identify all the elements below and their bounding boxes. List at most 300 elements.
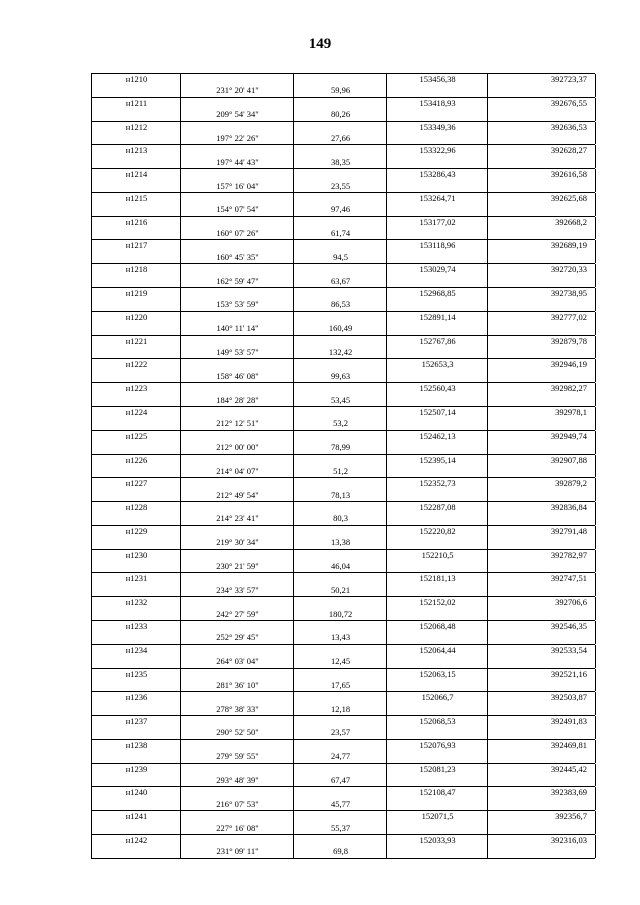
empty-cell [386, 632, 488, 643]
empty-cell [91, 799, 181, 810]
segment-length: 17,65 [293, 680, 387, 691]
point-name: н1242 [91, 835, 181, 846]
table-row-segment [91, 85, 595, 96]
point-y-value: 392777,02 [550, 311, 587, 322]
point-y-coordinate [487, 336, 596, 347]
point-x-coordinate: 153029,74 [386, 264, 488, 275]
segment-length: 38,35 [293, 157, 387, 168]
point-name: н1241 [91, 811, 181, 822]
point-x-coordinate: 152181,13 [386, 573, 488, 584]
empty-cell [91, 846, 181, 857]
point-y-coordinate [487, 787, 596, 798]
empty-cell [487, 609, 596, 620]
segment-length: 80,26 [293, 109, 387, 120]
table-row-segment [91, 823, 595, 834]
table-row-segment [91, 252, 595, 263]
point-y-coordinate [487, 526, 596, 537]
empty-cell [91, 109, 181, 120]
empty-cell [180, 336, 294, 347]
point-y-value: 392949,74 [550, 430, 587, 441]
segment-direction-angle: 160° 45' 35" [180, 252, 294, 263]
segment-length: 80,3 [293, 513, 387, 524]
table-row-segment [91, 418, 595, 429]
table-row-point [91, 335, 595, 347]
empty-cell [293, 645, 387, 656]
segment-direction-angle: 160° 07' 26" [180, 228, 294, 239]
empty-cell [91, 632, 181, 643]
point-x-coordinate: 153322,96 [386, 145, 488, 156]
empty-cell [386, 537, 488, 548]
segment-direction-angle: 149° 53' 57" [180, 347, 294, 358]
empty-cell [180, 288, 294, 299]
empty-cell [487, 680, 596, 691]
point-y-coordinate [487, 359, 596, 370]
segment-direction-angle: 264° 03' 04" [180, 656, 294, 667]
empty-cell [487, 823, 596, 834]
segment-direction-angle: 231° 20' 41" [180, 85, 294, 96]
point-y-value: 392978,1 [555, 406, 587, 417]
empty-cell [386, 109, 488, 120]
segment-direction-angle: 209° 54' 34" [180, 109, 294, 120]
empty-cell [91, 775, 181, 786]
empty-cell [293, 312, 387, 323]
table-row-point [91, 97, 595, 109]
empty-cell [487, 656, 596, 667]
empty-cell [386, 323, 488, 334]
table-row-point [91, 572, 595, 584]
table-row-point [91, 596, 595, 608]
table-row-segment [91, 775, 595, 786]
point-name: н1240 [91, 787, 181, 798]
empty-cell [386, 157, 488, 168]
empty-cell [487, 704, 596, 715]
point-name: н1221 [91, 336, 181, 347]
table-row-segment [91, 656, 595, 667]
segment-length: 13,43 [293, 632, 387, 643]
point-y-coordinate [487, 383, 596, 394]
segment-direction-angle: 231° 09' 11" [180, 846, 294, 857]
point-x-coordinate: 152066,7 [386, 692, 488, 703]
segment-direction-angle: 216° 07' 53" [180, 799, 294, 810]
empty-cell [487, 727, 596, 738]
table-row-segment [91, 157, 595, 168]
empty-cell [386, 585, 488, 596]
point-y-value: 392982,27 [550, 383, 587, 394]
point-y-coordinate [487, 835, 596, 846]
point-name: н1215 [91, 193, 181, 204]
empty-cell [180, 502, 294, 513]
table-row-point [91, 549, 595, 561]
empty-cell [487, 228, 596, 239]
point-y-value: 392628,27 [550, 145, 587, 156]
table-row-point [91, 477, 595, 489]
table-row-point [91, 287, 595, 299]
empty-cell [487, 157, 596, 168]
empty-cell [386, 513, 488, 524]
segment-direction-angle: 252° 29' 45" [180, 632, 294, 643]
empty-cell [293, 431, 387, 442]
point-x-coordinate: 152395,14 [386, 455, 488, 466]
point-name: н1218 [91, 264, 181, 275]
point-y-value: 392676,55 [550, 97, 587, 108]
empty-cell [293, 264, 387, 275]
empty-cell [386, 466, 488, 477]
point-x-coordinate: 152968,85 [386, 288, 488, 299]
empty-cell [386, 133, 488, 144]
point-y-coordinate [487, 502, 596, 513]
empty-cell [91, 561, 181, 572]
table-row-point [91, 358, 595, 370]
empty-cell [386, 85, 488, 96]
segment-length: 23,55 [293, 181, 387, 192]
empty-cell [293, 407, 387, 418]
point-name: н1224 [91, 407, 181, 418]
table-row-segment [91, 727, 595, 738]
empty-cell [180, 573, 294, 584]
empty-cell [293, 336, 387, 347]
empty-cell [487, 418, 596, 429]
point-name: н1227 [91, 478, 181, 489]
empty-cell [386, 846, 488, 857]
empty-cell [91, 347, 181, 358]
table-row-segment [91, 323, 595, 334]
empty-cell [487, 585, 596, 596]
empty-cell [180, 621, 294, 632]
point-x-coordinate: 152033,93 [386, 835, 488, 846]
point-y-coordinate [487, 478, 596, 489]
point-x-coordinate: 153418,93 [386, 98, 488, 109]
empty-cell [293, 240, 387, 251]
empty-cell [293, 74, 387, 85]
table-row-segment [91, 846, 595, 858]
empty-cell [293, 383, 387, 394]
point-y-coordinate [487, 455, 596, 466]
segment-length: 53,45 [293, 395, 387, 406]
table-row-segment [91, 704, 595, 715]
table-row-segment [91, 799, 595, 810]
empty-cell [487, 181, 596, 192]
table-row-point [91, 311, 595, 323]
point-y-value: 392689,19 [550, 240, 587, 251]
table-row-point [91, 810, 595, 822]
empty-cell [386, 347, 488, 358]
point-y-coordinate [487, 169, 596, 180]
point-x-coordinate: 152560,43 [386, 383, 488, 394]
empty-cell [180, 835, 294, 846]
point-y-value: 392668,2 [555, 216, 587, 227]
table-row-segment [91, 490, 595, 501]
segment-direction-angle: 197° 44' 43" [180, 157, 294, 168]
point-name: н1232 [91, 597, 181, 608]
point-name: н1237 [91, 716, 181, 727]
empty-cell [386, 656, 488, 667]
empty-cell [180, 169, 294, 180]
segment-length: 61,74 [293, 228, 387, 239]
empty-cell [180, 431, 294, 442]
point-x-coordinate: 152063,15 [386, 669, 488, 680]
empty-cell [386, 490, 488, 501]
segment-direction-angle: 293° 48' 39" [180, 775, 294, 786]
empty-cell [293, 740, 387, 751]
empty-cell [91, 585, 181, 596]
empty-cell [91, 157, 181, 168]
empty-cell [91, 181, 181, 192]
point-name: н1228 [91, 502, 181, 513]
point-y-value: 392625,68 [550, 192, 587, 203]
point-y-value: 392616,58 [550, 169, 587, 180]
empty-cell [180, 645, 294, 656]
point-y-value: 392791,48 [550, 525, 587, 536]
empty-cell [91, 466, 181, 477]
empty-cell [293, 478, 387, 489]
empty-cell [293, 597, 387, 608]
point-name: н1220 [91, 312, 181, 323]
empty-cell [91, 680, 181, 691]
point-x-coordinate: 152076,93 [386, 740, 488, 751]
empty-cell [386, 704, 488, 715]
empty-cell [91, 513, 181, 524]
segment-length: 24,77 [293, 751, 387, 762]
empty-cell [386, 751, 488, 762]
empty-cell [180, 122, 294, 133]
empty-cell [180, 669, 294, 680]
empty-cell [293, 621, 387, 632]
empty-cell [180, 145, 294, 156]
empty-cell [487, 371, 596, 382]
point-y-coordinate [487, 597, 596, 608]
point-y-coordinate [487, 550, 596, 561]
empty-cell [293, 669, 387, 680]
table-row-segment [91, 585, 595, 596]
segment-length: 55,37 [293, 823, 387, 834]
segment-length: 12,45 [293, 656, 387, 667]
empty-cell [293, 288, 387, 299]
segment-length: 67,47 [293, 775, 387, 786]
table-row-segment [91, 561, 595, 572]
table-row-point [91, 73, 595, 85]
point-y-value: 392720,33 [550, 264, 587, 275]
point-y-value: 392546,35 [550, 620, 587, 631]
empty-cell [91, 252, 181, 263]
empty-cell [487, 537, 596, 548]
point-y-value: 392521,16 [550, 668, 587, 679]
empty-cell [293, 573, 387, 584]
point-y-coordinate [487, 98, 596, 109]
empty-cell [293, 193, 387, 204]
point-x-coordinate: 152071,5 [386, 811, 488, 822]
segment-direction-angle: 153° 53' 59" [180, 299, 294, 310]
point-y-value: 392747,51 [550, 573, 587, 584]
empty-cell [180, 597, 294, 608]
point-name: н1217 [91, 240, 181, 251]
empty-cell [293, 716, 387, 727]
point-name: н1236 [91, 692, 181, 703]
point-name: н1230 [91, 550, 181, 561]
segment-direction-angle: 227° 16' 08" [180, 823, 294, 834]
segment-direction-angle: 214° 04' 07" [180, 466, 294, 477]
point-name: н1216 [91, 217, 181, 228]
empty-cell [386, 561, 488, 572]
empty-cell [386, 204, 488, 215]
table-row-segment [91, 751, 595, 762]
segment-direction-angle: 162° 59' 47" [180, 276, 294, 287]
segment-length: 132,42 [293, 347, 387, 358]
empty-cell [386, 727, 488, 738]
empty-cell [487, 490, 596, 501]
empty-cell [180, 312, 294, 323]
empty-cell [293, 764, 387, 775]
empty-cell [180, 692, 294, 703]
point-name: н1231 [91, 573, 181, 584]
segment-direction-angle: 212° 12' 51" [180, 418, 294, 429]
table-row-segment [91, 537, 595, 548]
segment-length: 63,67 [293, 276, 387, 287]
segment-direction-angle: 158° 46' 08" [180, 371, 294, 382]
table-row-segment [91, 609, 595, 620]
empty-cell [180, 526, 294, 537]
point-name: н1235 [91, 669, 181, 680]
empty-cell [180, 383, 294, 394]
segment-direction-angle: 290° 52' 50" [180, 727, 294, 738]
segment-direction-angle: 214° 23' 41" [180, 513, 294, 524]
segment-length: 27,66 [293, 133, 387, 144]
point-y-value: 392879,2 [555, 478, 587, 489]
point-x-coordinate: 152068,48 [386, 621, 488, 632]
segment-length: 180,72 [293, 609, 387, 620]
segment-direction-angle: 184° 28' 28" [180, 395, 294, 406]
segment-direction-angle: 242° 27' 59" [180, 609, 294, 620]
table-row-point [91, 406, 595, 418]
point-name: н1226 [91, 455, 181, 466]
point-y-value: 392491,83 [550, 716, 587, 727]
table-row-segment [91, 395, 595, 406]
empty-cell [386, 799, 488, 810]
point-y-coordinate [487, 573, 596, 584]
empty-cell [293, 550, 387, 561]
empty-cell [293, 692, 387, 703]
point-y-coordinate [487, 74, 596, 85]
empty-cell [91, 751, 181, 762]
point-y-coordinate [487, 811, 596, 822]
point-y-coordinate [487, 240, 596, 251]
empty-cell [386, 395, 488, 406]
empty-cell [180, 740, 294, 751]
point-x-coordinate: 153118,96 [386, 240, 488, 251]
point-name: н1210 [91, 74, 181, 85]
segment-length: 23,57 [293, 727, 387, 738]
point-y-value: 392782,97 [550, 549, 587, 560]
point-name: н1229 [91, 526, 181, 537]
empty-cell [386, 775, 488, 786]
empty-cell [293, 169, 387, 180]
table-row-point [91, 620, 595, 632]
table-row-point [91, 216, 595, 228]
segment-length: 50,21 [293, 585, 387, 596]
empty-cell [386, 181, 488, 192]
point-y-value: 392946,19 [550, 359, 587, 370]
empty-cell [91, 228, 181, 239]
segment-direction-angle: 230° 21' 59" [180, 561, 294, 572]
empty-cell [91, 395, 181, 406]
table-row-point [91, 168, 595, 180]
point-x-coordinate: 152064,44 [386, 645, 488, 656]
empty-cell [386, 418, 488, 429]
point-y-coordinate [487, 621, 596, 632]
point-name: н1213 [91, 145, 181, 156]
point-y-value: 392356,7 [555, 811, 587, 822]
point-y-value: 392533,54 [550, 644, 587, 655]
table-row-segment [91, 466, 595, 477]
point-y-coordinate [487, 264, 596, 275]
empty-cell [180, 455, 294, 466]
empty-cell [487, 846, 596, 857]
empty-cell [293, 122, 387, 133]
table-row-point [91, 715, 595, 727]
empty-cell [91, 490, 181, 501]
empty-cell [91, 85, 181, 96]
empty-cell [487, 395, 596, 406]
table-row-point [91, 525, 595, 537]
empty-cell [180, 811, 294, 822]
point-y-coordinate [487, 692, 596, 703]
empty-cell [487, 799, 596, 810]
empty-cell [293, 787, 387, 798]
empty-cell [293, 455, 387, 466]
point-y-coordinate [487, 145, 596, 156]
empty-cell [91, 204, 181, 215]
point-y-value: 392316,03 [550, 835, 587, 845]
empty-cell [487, 347, 596, 358]
empty-cell [180, 359, 294, 370]
table-row-point [91, 121, 595, 133]
segment-direction-angle: 212° 49' 54" [180, 490, 294, 501]
point-x-coordinate: 153456,38 [386, 74, 488, 85]
empty-cell [180, 764, 294, 775]
empty-cell [180, 550, 294, 561]
table-row-point [91, 691, 595, 703]
segment-length: 99,63 [293, 371, 387, 382]
empty-cell [91, 133, 181, 144]
point-x-coordinate: 152081,23 [386, 764, 488, 775]
empty-cell [293, 145, 387, 156]
point-y-value: 392469,81 [550, 739, 587, 750]
empty-cell [487, 561, 596, 572]
empty-cell [487, 775, 596, 786]
empty-cell [180, 98, 294, 109]
empty-cell [180, 787, 294, 798]
empty-cell [386, 823, 488, 834]
segment-length: 86,53 [293, 299, 387, 310]
point-name: н1239 [91, 764, 181, 775]
segment-length: 12,18 [293, 704, 387, 715]
table-row-point [91, 763, 595, 775]
segment-length: 97,46 [293, 204, 387, 215]
point-x-coordinate: 152068,53 [386, 716, 488, 727]
point-y-coordinate [487, 645, 596, 656]
empty-cell [91, 299, 181, 310]
empty-cell [487, 252, 596, 263]
empty-cell [180, 407, 294, 418]
empty-cell [487, 513, 596, 524]
table-row-segment [91, 347, 595, 358]
point-y-value: 392907,88 [550, 454, 587, 465]
empty-cell [487, 276, 596, 287]
segment-direction-angle: 281° 36' 10" [180, 680, 294, 691]
segment-length: 59,96 [293, 85, 387, 96]
segment-length: 78,13 [293, 490, 387, 501]
segment-direction-angle: 279° 59' 55" [180, 751, 294, 762]
point-x-coordinate: 152507,14 [386, 407, 488, 418]
